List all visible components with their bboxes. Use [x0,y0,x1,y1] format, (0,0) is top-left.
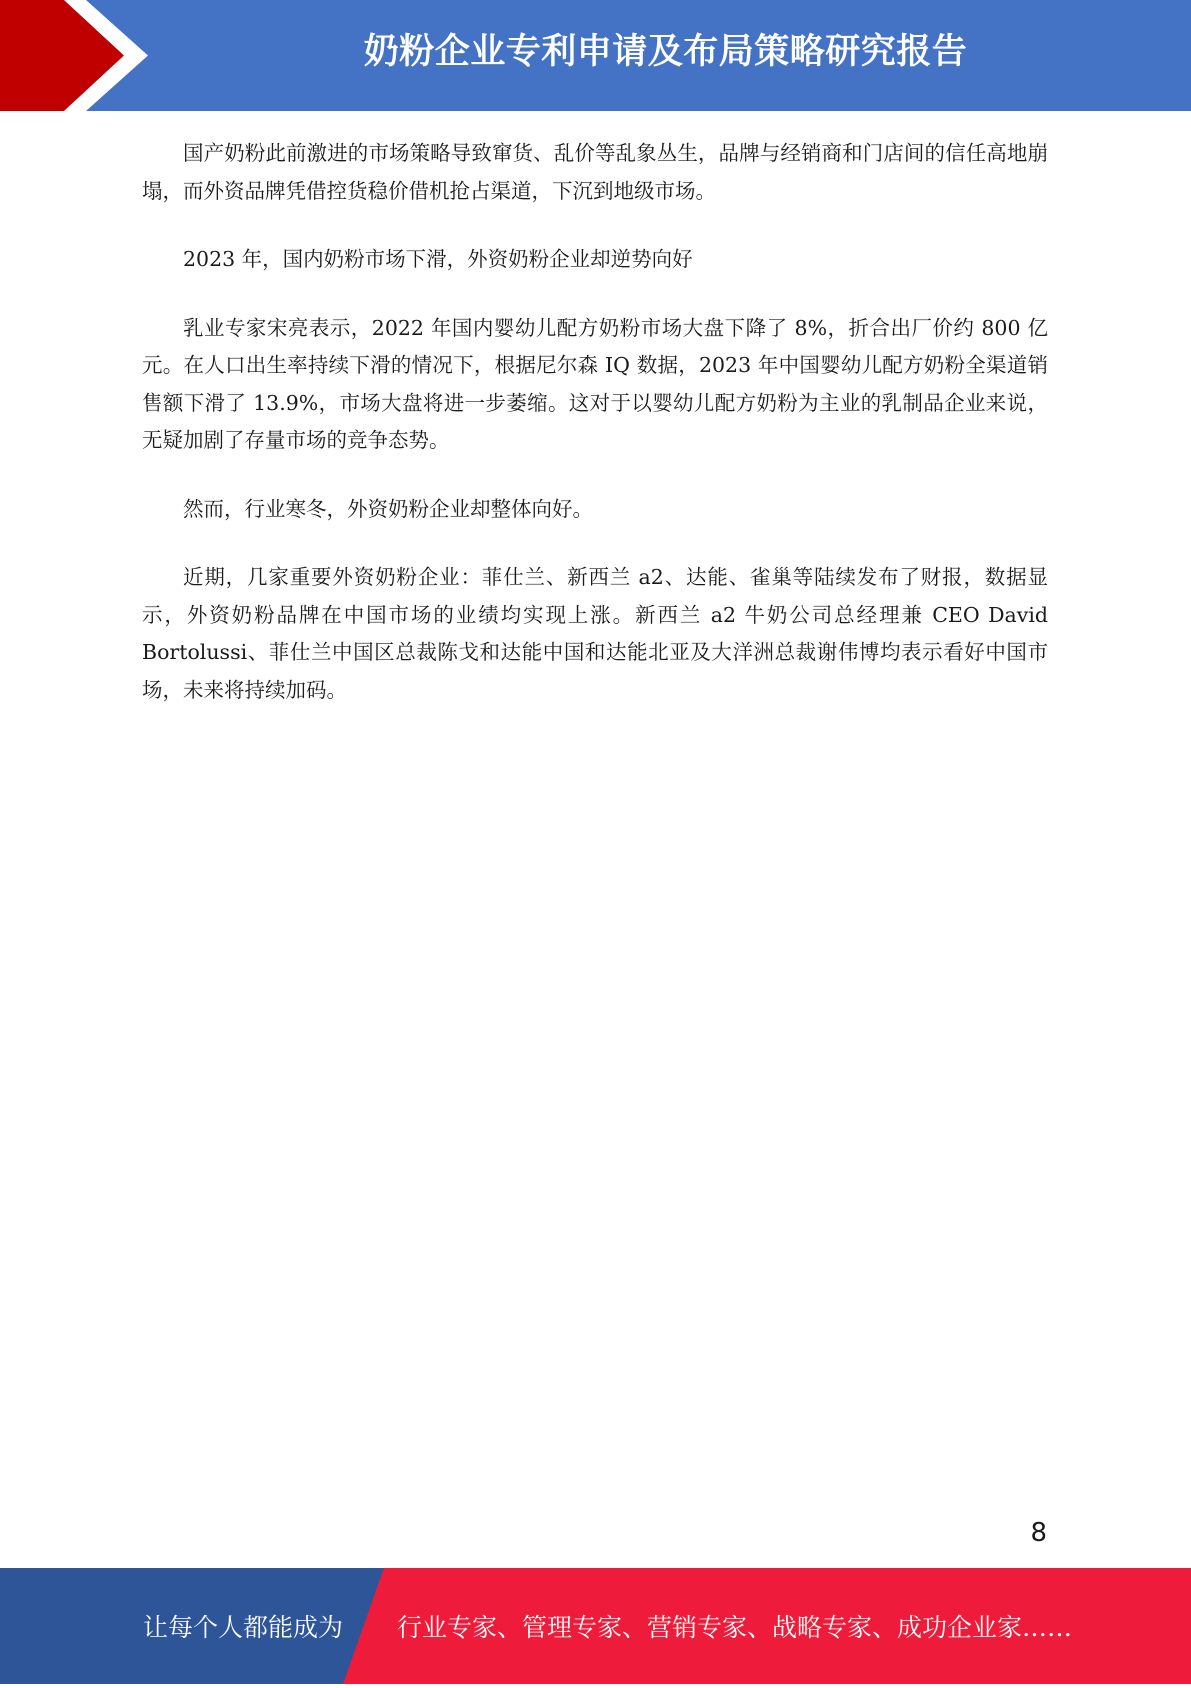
paragraph-subheading: 2023 年，国内奶粉市场下滑，外资奶粉企业却逆势向好 [183,247,693,271]
paragraph: 国产奶粉此前激进的市场策略导致窜货、乱价等乱象丛生，品牌与经销商和门店间的信任高地崩塌，而外资品牌凭借控货稳价借机抢占渠道，下沉到地级市场。 [142,141,1048,203]
paragraph: 近期，几家重要外资奶粉企业：菲仕兰、新西兰 a2、达能、雀巢等陆续发布了财报，数据显示，外资奶粉品牌在中国市场的业绩均实现上涨。新西兰 a2 牛奶公司总经理兼 CEO David Bortolussi、菲仕兰中国区总裁陈戈和达能中国和达能北亚及大洋洲总裁谢伟博均表示看好中国市场，未来将持续加码。 [142,565,1048,702]
footer-banner [0,1568,1191,1684]
paragraph: 然而，行业寒冬，外资奶粉企业却整体向好。 [183,496,593,521]
footer-slogan-left: 让每个人都能成为 [143,1613,344,1642]
page-number: 8 [1030,1518,1047,1548]
body-content [142,135,1048,740]
header-banner [0,0,1191,111]
chevron-arrow-icon [0,0,160,111]
report-title: 奶粉企业专利申请及布局策略研究报告 [363,32,968,72]
footer-slogan-right: 行业专家、管理专家、营销专家、战略专家、成功企业家…… [397,1613,1073,1642]
paragraph: 乳业专家宋亮表示，2022 年国内婴幼儿配方奶粉市场大盘下降了 8%，折合出厂价约 800 亿元。在人口出生率持续下滑的情况下，根据尼尔森 IQ 数据，2023 年中国婴幼儿配方奶粉全渠道销售额下滑了 13.9%，市场大盘将进一步萎缩。这对于以婴幼儿配方奶粉为主业的乳制品企业来说，无疑加剧了存量市场的竞争态势。 [142,315,1048,452]
